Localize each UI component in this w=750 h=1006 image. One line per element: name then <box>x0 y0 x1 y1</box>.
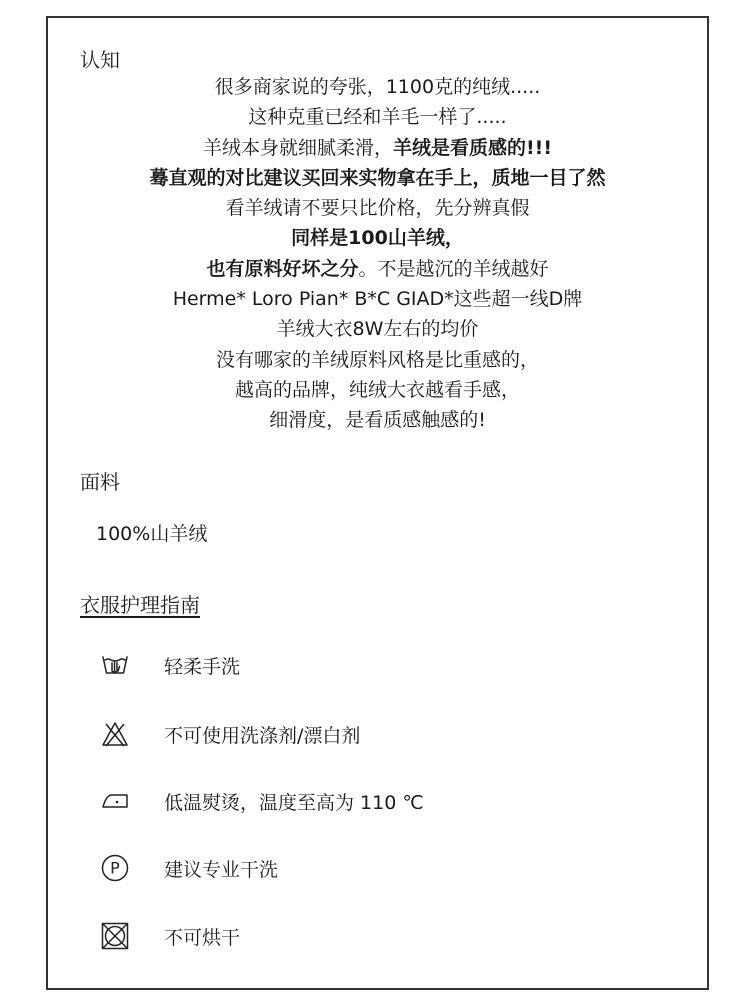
no-tumble-dry-icon <box>100 921 130 951</box>
care-text-no-bleach: 不可使用洗涤剂/漂白剂 <box>164 724 361 747</box>
intro-line: 没有哪家的羊绒原料风格是比重感的， <box>215 348 539 371</box>
intro-line: 很多商家说的夸张，1100克的纯绒..... <box>214 76 541 98</box>
care-row-low-iron <box>100 783 424 819</box>
care-label-card <box>46 16 709 990</box>
intro-text <box>48 72 707 436</box>
care-row-no-tumble-dry <box>100 918 241 954</box>
intro-line: Herme* Loro Pian* B*C GIAD*这些超一线D牌 <box>172 288 583 311</box>
intro-section-label: 认知 <box>80 48 120 72</box>
hand-wash-icon <box>100 650 130 680</box>
intro-line: 看羊绒请不要只比价格，先分辨真假 <box>225 197 530 220</box>
intro-line: 这种克重已经和羊毛一样了..... <box>248 106 507 129</box>
svg-text:P: P <box>110 858 120 878</box>
low-iron-icon <box>100 786 130 816</box>
intro-line: 蓦直观的对比建议买回来实物拿在手上，质地一目了然 <box>149 166 606 189</box>
fabric-section-label: 面料 <box>80 470 120 494</box>
care-row-hand-wash <box>100 647 241 683</box>
intro-line: 同样是100山羊绒， <box>291 227 464 250</box>
care-text-low-iron: 低温熨烫，温度至高为 110 ℃ <box>164 791 424 814</box>
intro-line: 越高的品牌，纯绒大衣越看手感， <box>234 378 520 401</box>
care-text-dry-clean: 建议专业干洗 <box>164 858 279 881</box>
intro-line: 羊绒本身就细腻柔滑，羊绒是看质感的!!! <box>202 136 552 159</box>
dry-clean-p-icon <box>100 853 130 883</box>
fabric-value: 100%山羊绒 <box>96 523 208 545</box>
care-row-dry-clean <box>100 850 279 886</box>
care-guide-title: 衣服护理指南 <box>80 593 200 617</box>
care-text-hand-wash: 轻柔手洗 <box>164 655 241 678</box>
no-bleach-icon <box>100 719 130 749</box>
intro-line: 羊绒大衣8W左右的均价 <box>276 318 479 341</box>
care-text-no-tumble-dry: 不可烘干 <box>164 926 241 949</box>
intro-line: 也有原料好坏之分。不是越沉的羊绒越好 <box>206 257 549 280</box>
care-row-no-bleach <box>100 716 361 752</box>
intro-line: 细滑度，是看质感触感的! <box>269 409 486 432</box>
